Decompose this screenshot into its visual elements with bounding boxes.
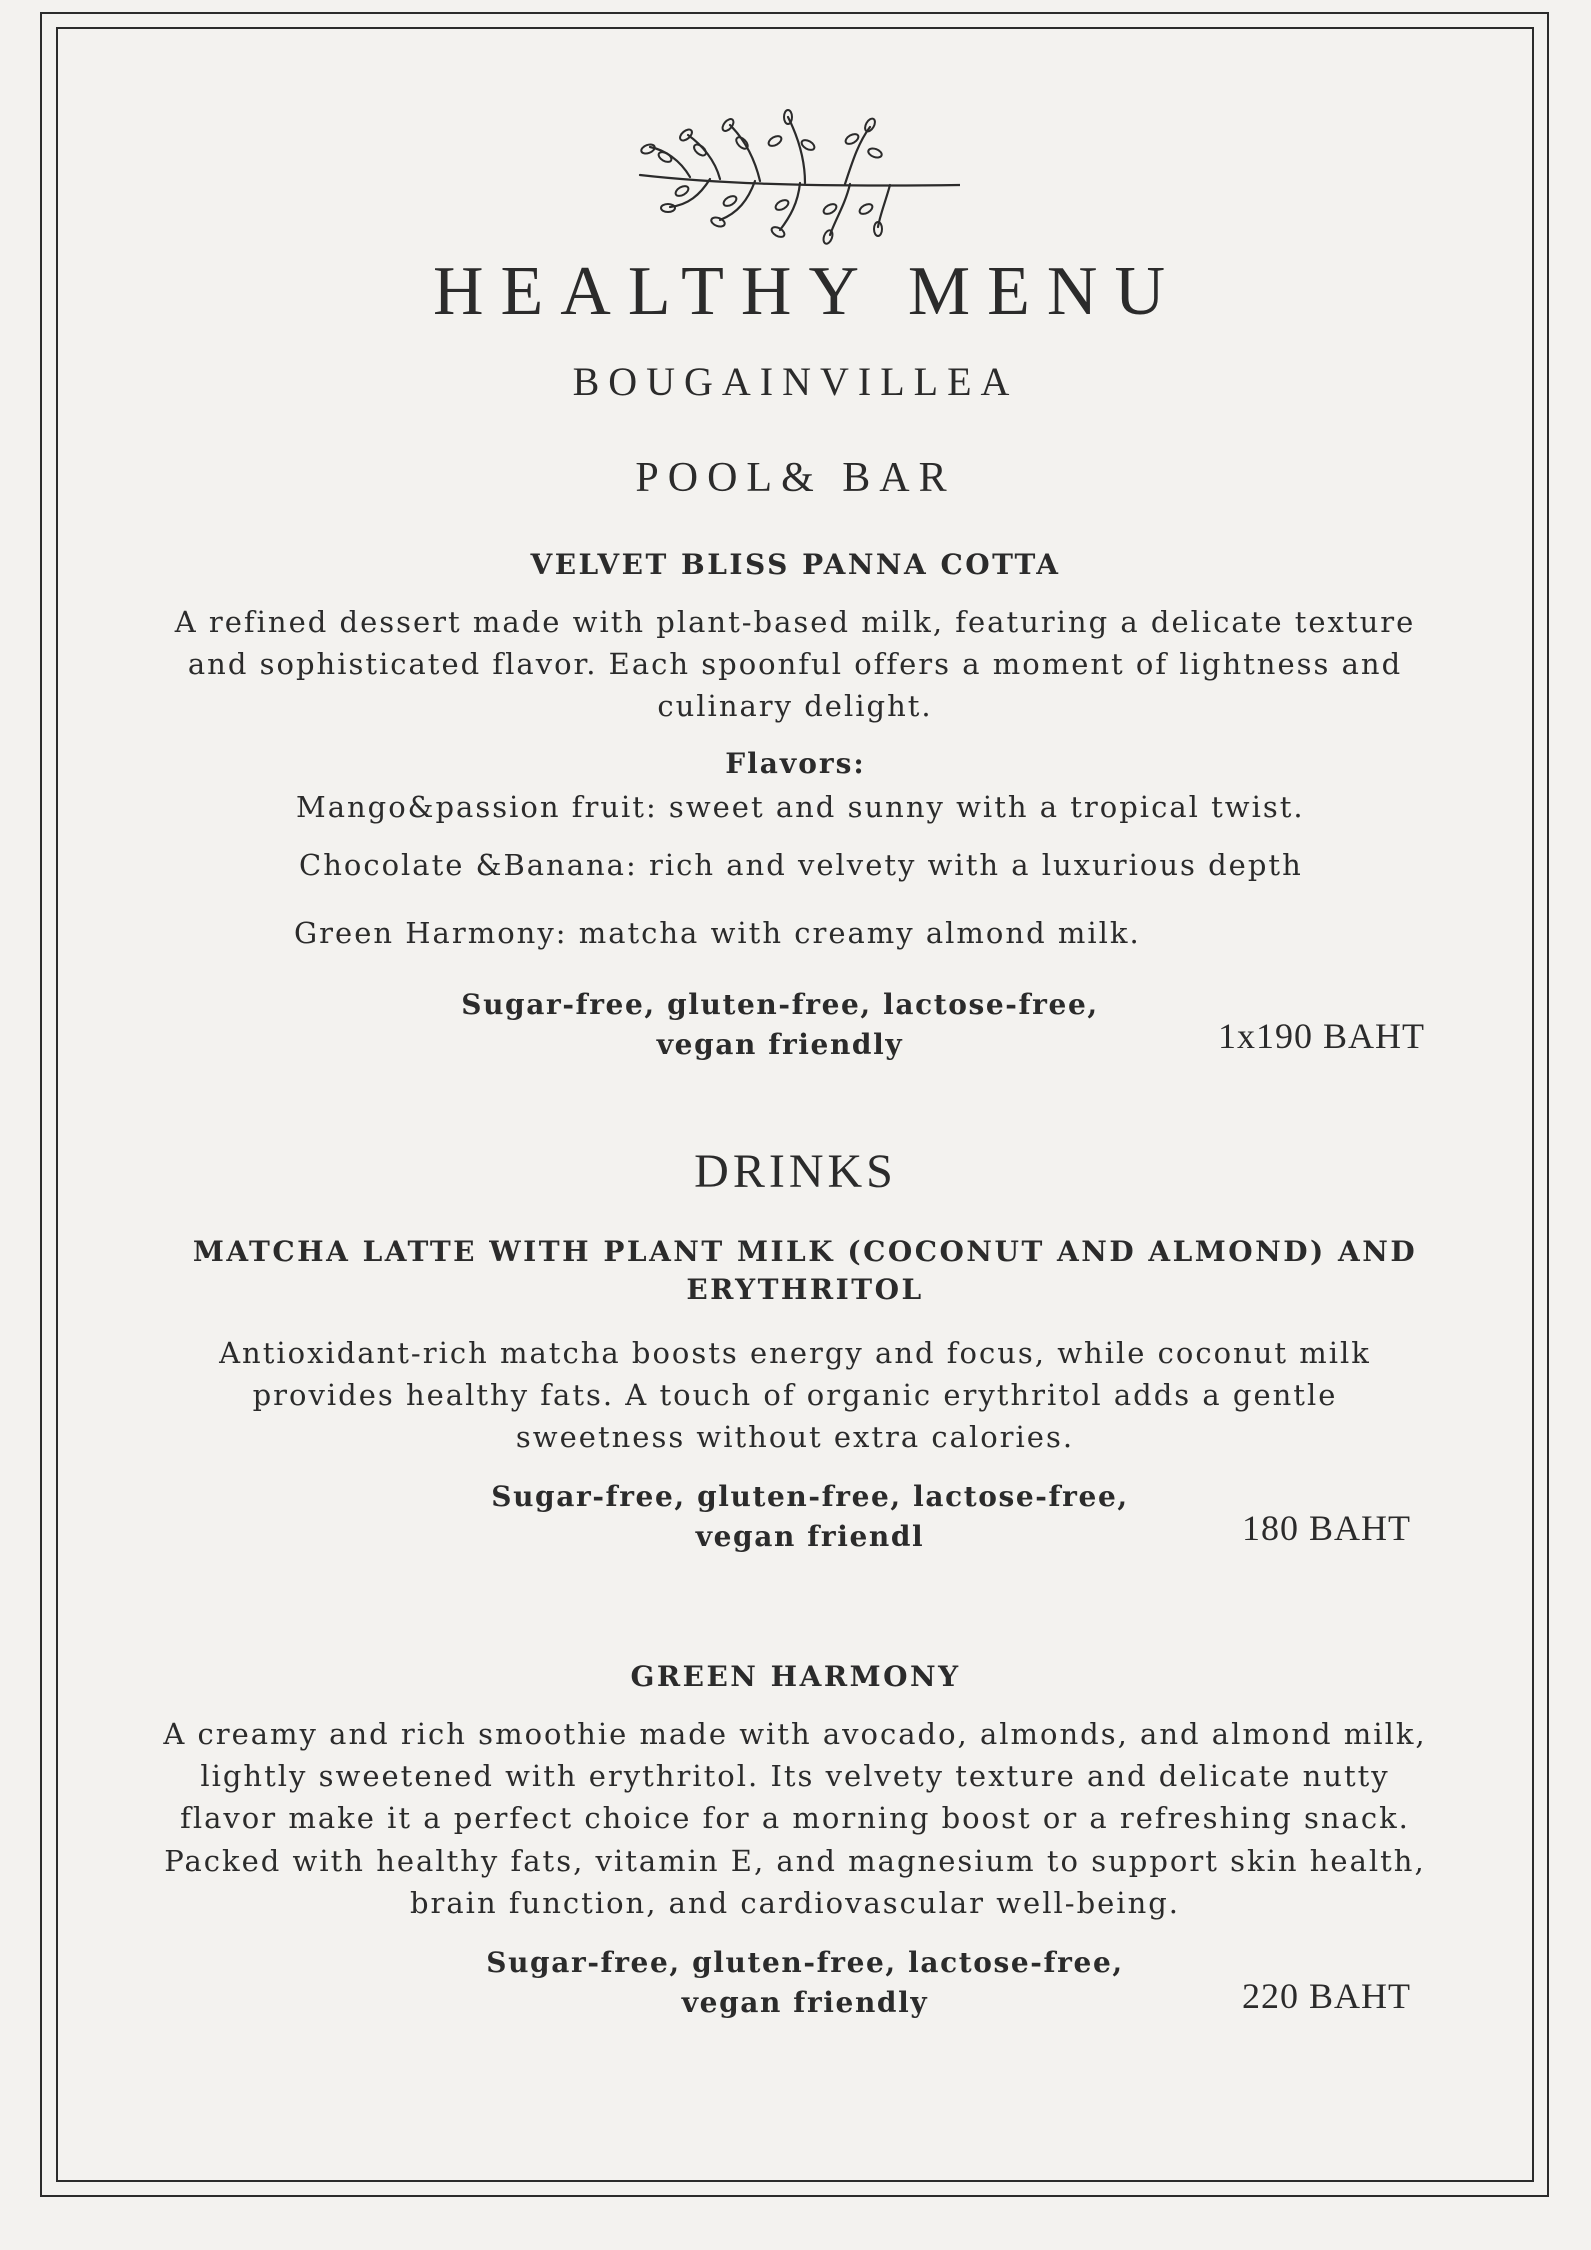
drinks-heading: DRINKS — [694, 1145, 897, 1198]
flavors-label: Flavors: — [725, 747, 866, 780]
flavor-item: Mango&passion fruit: sweet and sunny with a tropical twist. — [296, 790, 1305, 824]
dessert-item-name: VELVET BLISS PANNA COTTA — [530, 548, 1061, 581]
flavor-item: Chocolate &Banana: rich and velvety with a luxurious depth — [299, 848, 1303, 882]
drink-description: Antioxidant-rich matcha boosts energy and focus, while coconut milk provides healthy fats. A touch of organic erythritol adds a gentle sweetness without extra calories. — [219, 1336, 1371, 1454]
dessert-dietary-tags — [430, 985, 1130, 1065]
drink-description-benefits: Packed with healthy fats, vitamin E, and magnesium to support skin health, brain function, and cardiovascular well-being. — [164, 1844, 1426, 1920]
flavor-item: Green Harmony: matcha with creamy almond milk. — [294, 916, 1141, 950]
dietary-tags-line: vegan friendl — [695, 1520, 925, 1553]
drink-dietary-tags — [460, 1477, 1160, 1557]
dietary-tags-line: vegan friendly — [656, 1028, 904, 1061]
drink-price: 180 BAHT — [1242, 1508, 1411, 1548]
dessert-price: 1x190 BAHT — [1218, 1016, 1425, 1056]
dietary-tags-line: vegan friendly — [681, 1986, 929, 2019]
section-label: POOL& BAR — [635, 455, 956, 501]
dietary-tags-line: Sugar-free, gluten-free, lactose-free, — [486, 1946, 1124, 1979]
drink-dietary-tags — [455, 1943, 1155, 2023]
drink-description: A creamy and rich smoothie made with avocado, almonds, and almond milk, lightly sweetened with erythritol. Its velvety texture and delicate nutty flavor make it a perfect choice for a morning boost or a refreshing snack. — [163, 1717, 1427, 1835]
menu-title: HEALTHY MENU — [432, 253, 1183, 330]
drink-item-name: MATCHA LATTE WITH PLANT MILK (COCONUT AND ALMOND) AND ERYTHRITOL — [192, 1235, 1418, 1306]
leaf-sprig-icon — [630, 105, 960, 245]
dessert-description: A refined dessert made with plant-based milk, featuring a delicate texture and sophisticated flavor. Each spoonful offers a moment of lightness and culinary delight. — [174, 605, 1416, 723]
drink-price: 220 BAHT — [1242, 1976, 1411, 2016]
dietary-tags-line: Sugar-free, gluten-free, lactose-free, — [461, 988, 1099, 1021]
drink-item-name: GREEN HARMONY — [630, 1660, 961, 1693]
dietary-tags-line: Sugar-free, gluten-free, lactose-free, — [491, 1480, 1129, 1513]
venue-name: BOUGAINVILLEA — [572, 359, 1019, 404]
